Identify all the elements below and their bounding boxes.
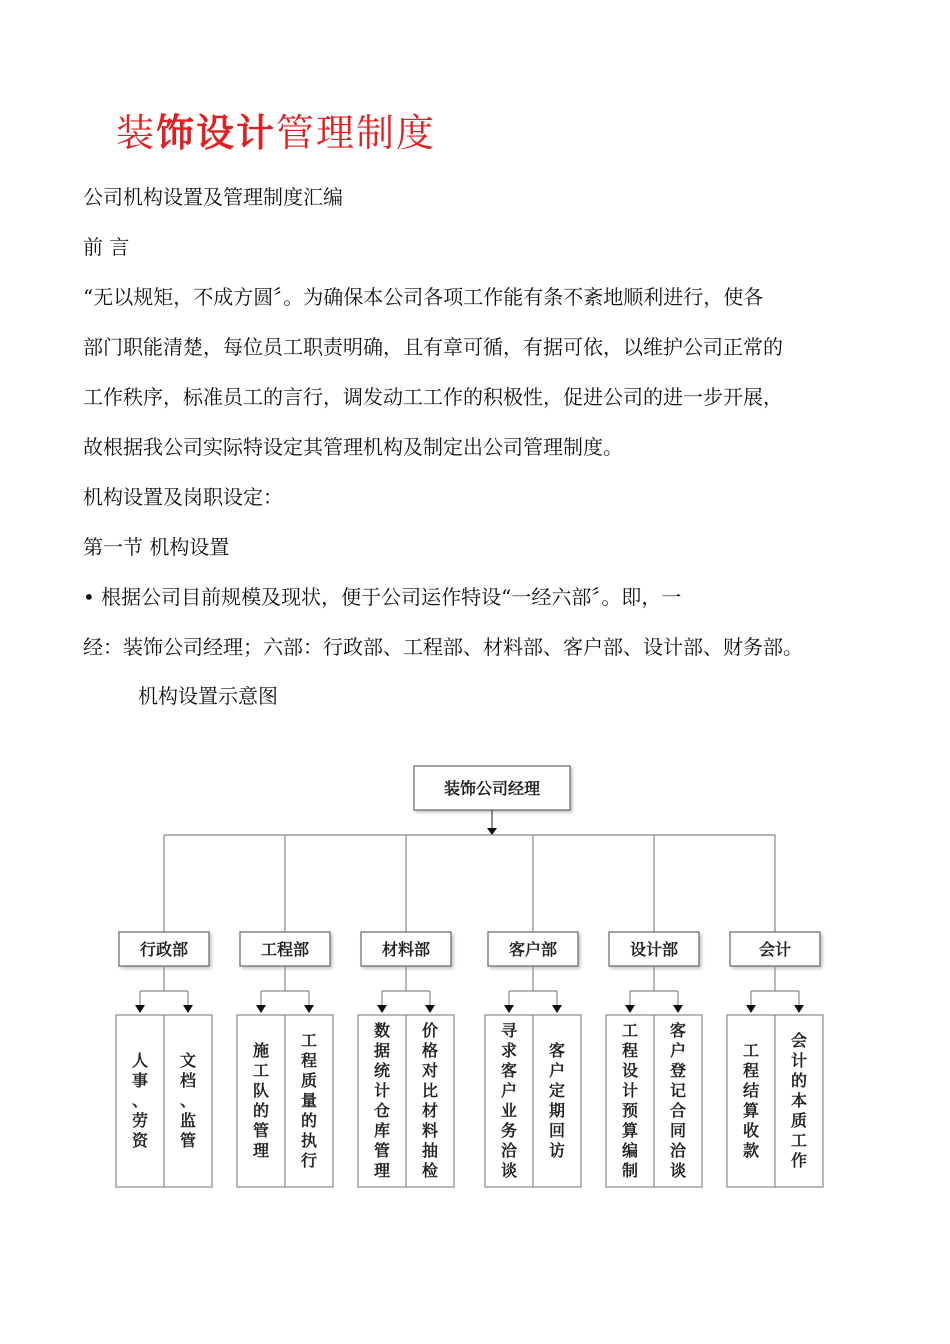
paragraph-line: 故根据我公司实际特设定其管理机构及制定出公司管理制度。 [83, 435, 623, 459]
dept-label: 行政部 [139, 940, 189, 959]
root-node-label: 装饰公司经理 [443, 779, 541, 798]
dept-label: 会计 [758, 940, 792, 959]
duty-label: 价格对比材料抽检 [421, 1021, 439, 1180]
title-part-3: 管理制度 [276, 111, 437, 155]
dept-label: 设计部 [629, 940, 679, 959]
duty-label: 数据统计仓库管理 [373, 1021, 391, 1180]
section-heading: 机构设置及岗职设定： [83, 485, 283, 509]
duty-arrow [794, 1005, 804, 1013]
paragraph-line: “无以规矩，不成方圆〞。为确保本公司各项工作能有条不紊地顺利进行，使各 [83, 285, 764, 309]
duty-arrow [552, 1005, 562, 1013]
first-section-heading: 第一节 机构设置 [83, 535, 230, 559]
duty-label: 工程结算收款 [742, 1041, 760, 1160]
root-arrow [487, 828, 497, 835]
duty-label: 会计的本质工作 [790, 1031, 808, 1170]
duty-arrow [183, 1005, 193, 1013]
duty-arrow [746, 1005, 756, 1013]
bullet-line-continued: 经：装饰公司经理；六部：行政部、工程部、材料部、客户部、设计部、财务部。 [83, 635, 803, 659]
dept-label: 工程部 [260, 940, 310, 959]
duty-label: 工程设计预算编制 [621, 1021, 639, 1180]
duty-arrow [673, 1005, 683, 1013]
duty-arrow [625, 1005, 635, 1013]
duty-arrow [256, 1005, 266, 1013]
title-part-2: 饰设计 [156, 110, 277, 155]
duty-label: 文档、监管 [179, 1051, 197, 1150]
duty-arrow [304, 1005, 314, 1013]
duty-label: 寻求客户业务洽谈 [500, 1021, 518, 1180]
paragraph-line: 部门职能清楚，每位员工职责明确，且有章可循，有据可依，以维护公司正常的 [83, 335, 783, 359]
diagram-caption: 机构设置示意图 [138, 684, 278, 708]
duty-arrow [425, 1005, 435, 1013]
preface-heading: 前 言 [83, 235, 130, 259]
duty-label: 工程质量的执行 [300, 1031, 318, 1170]
duty-label: 施工队的管理 [252, 1041, 270, 1160]
duty-label: 人事、劳资 [131, 1051, 149, 1150]
duty-arrow [377, 1005, 387, 1013]
duty-arrow [504, 1005, 514, 1013]
paragraph-line: 工作秩序，标准员工的言行，调发动工工作的积极性，促进公司的进一步开展， [83, 385, 783, 409]
dept-label: 材料部 [381, 940, 431, 959]
duty-arrow [135, 1005, 145, 1013]
subtitle: 公司机构设置及管理制度汇编 [83, 185, 343, 209]
duty-label: 客户登记合同洽谈 [669, 1021, 687, 1180]
duty-label: 客户定期回访 [548, 1041, 566, 1160]
dept-label: 客户部 [508, 940, 558, 959]
title-part-1: 装 [116, 111, 157, 155]
bullet-line: • 根据公司目前规模及现状，便于公司运作特设“一经六部〞。即，一 [83, 585, 682, 609]
